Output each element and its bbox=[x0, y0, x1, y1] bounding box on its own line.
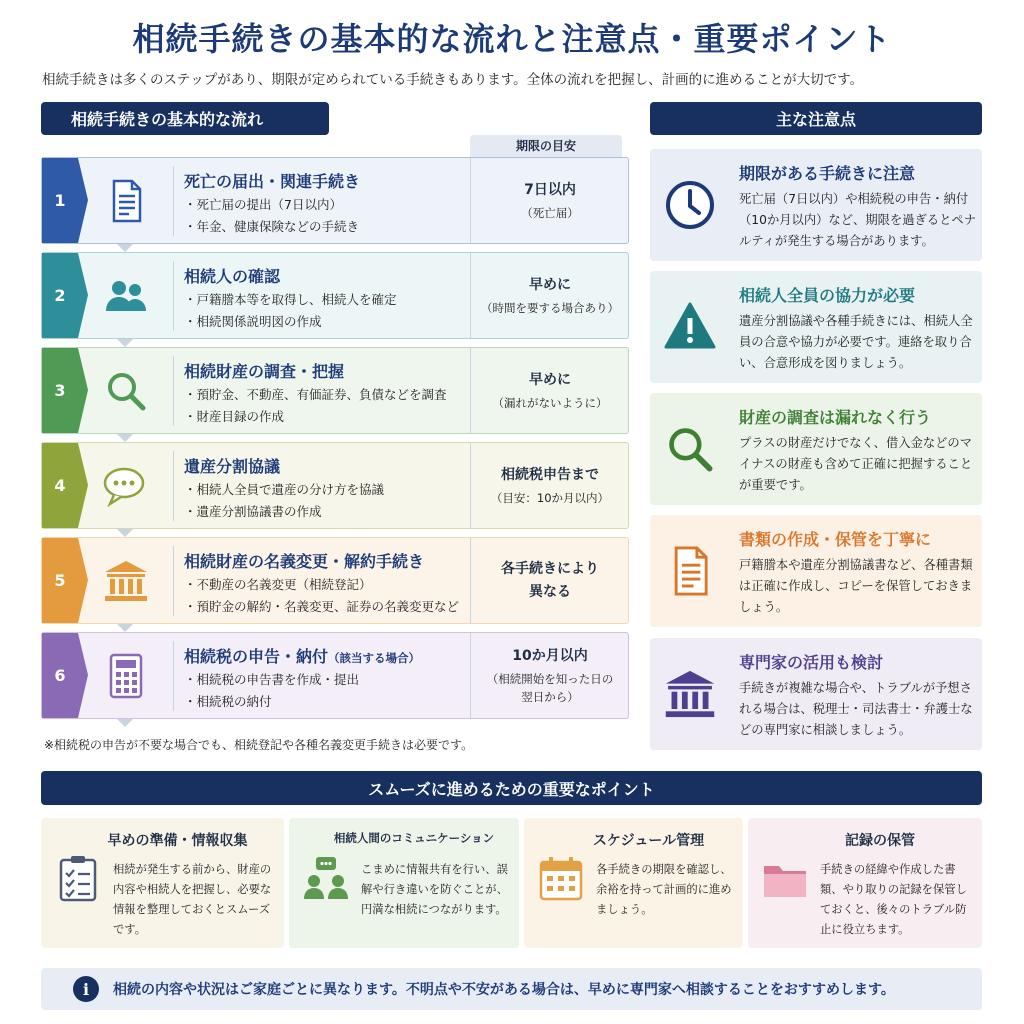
deadline-text: 相続税申告まで bbox=[501, 466, 599, 483]
deadline-value bbox=[501, 558, 599, 603]
bank-icon bbox=[100, 558, 152, 604]
step-bullet: ・不動産の名義変更（相続登記） bbox=[184, 577, 372, 592]
step-title-text: 相続財産の名義変更・解約手続き bbox=[184, 552, 425, 571]
step-deadline bbox=[470, 633, 629, 718]
step-title-text: 相続税の申告・納付 bbox=[184, 647, 329, 666]
note-title: 財産の調査は漏れなく行う bbox=[739, 408, 932, 427]
note-body: プラスの財産だけでなく、借入金などのマイナスの財産も含めて正確に把握することが重要です。 bbox=[739, 436, 973, 492]
deadline-note-text: （目安：10か月以内） bbox=[490, 491, 610, 506]
deadline-note-text: （相続開始を知った日の bbox=[486, 672, 614, 687]
step-divider bbox=[173, 356, 174, 426]
deadline-note bbox=[491, 490, 609, 507]
step-divider bbox=[173, 641, 174, 711]
point-card bbox=[524, 818, 743, 948]
page-title: 相続手続きの基本的な流れと注意点・重要ポイント bbox=[132, 20, 892, 58]
step-title-text: 相続人の確認 bbox=[184, 267, 281, 286]
step-title bbox=[184, 359, 344, 382]
step-bullet: ・預貯金、不動産、有価証券、負債などを調査 bbox=[184, 387, 447, 402]
flow-step bbox=[41, 537, 629, 624]
step-title-sub: （該当する場合） bbox=[328, 651, 421, 665]
step-title bbox=[184, 264, 280, 287]
magnifier-icon bbox=[660, 419, 720, 479]
step-bullet: ・相続関係説明図の作成 bbox=[184, 314, 322, 329]
point-body: 手続きの経緯や作成した書類、やり取りの記録を保管しておくと、後々のトラブル防止に役立ちます。 bbox=[820, 863, 967, 936]
step-deadline bbox=[470, 253, 629, 338]
checklist-icon bbox=[53, 854, 103, 904]
point-card bbox=[289, 818, 519, 948]
deadline-column-label: 期限の目安 bbox=[470, 135, 622, 157]
points-section-header: スムーズに進めるための重要なポイント bbox=[41, 771, 982, 805]
step-connector-arrow bbox=[117, 434, 133, 442]
bank-icon bbox=[660, 664, 720, 724]
calculator-icon bbox=[100, 653, 152, 699]
deadline-note-text: （時間を要する場合あり） bbox=[481, 301, 619, 316]
step-number: 1 bbox=[42, 158, 78, 243]
point-body: 相続が発生する前から、財産の内容や相続人を把握し、必要な情報を整理しておくとスムーズです。 bbox=[113, 863, 272, 936]
step-connector-arrow bbox=[117, 719, 133, 727]
flow-step bbox=[41, 347, 629, 434]
deadline-note bbox=[487, 671, 614, 706]
warning-icon bbox=[660, 297, 720, 357]
step-bullet: ・年金、健康保険などの手続き bbox=[184, 219, 360, 234]
step-connector-arrow bbox=[117, 244, 133, 252]
step-connector-arrow bbox=[117, 339, 133, 347]
deadline-text: 7日以内 bbox=[524, 181, 576, 198]
step-bullet: ・死亡届の提出（7日以内） bbox=[184, 197, 342, 212]
deadline-text: 早めに bbox=[529, 371, 571, 388]
point-title: スケジュール管理 bbox=[592, 833, 705, 849]
step-connector-arrow bbox=[117, 624, 133, 632]
chat-icon bbox=[100, 463, 152, 509]
calendar-icon bbox=[536, 854, 586, 904]
deadline-value bbox=[501, 464, 599, 486]
flow-step bbox=[41, 632, 629, 719]
point-title: 早めの準備・情報収集 bbox=[107, 833, 248, 849]
note-body: 遺産分割協議や各種手続きには、相続人全員の合意や協力が必要です。連絡を取り合い、合意形成を図りましょう。 bbox=[739, 314, 973, 370]
magnifier-icon bbox=[100, 368, 152, 414]
people-chat-icon bbox=[301, 854, 351, 904]
step-title bbox=[184, 169, 360, 192]
note-body: 手続きが複雑な場合や、トラブルが予想される場合は、税理士・司法書士・弁護士などの専門家に相談しましょう。 bbox=[739, 681, 973, 737]
step-deadline bbox=[470, 538, 629, 623]
step-number: 5 bbox=[42, 538, 78, 623]
clock-icon bbox=[660, 175, 720, 235]
folder-icon bbox=[760, 854, 810, 904]
note-title: 書類の作成・保管を丁寧に bbox=[739, 530, 932, 549]
note-card bbox=[650, 271, 982, 383]
point-card bbox=[41, 818, 284, 948]
note-card bbox=[650, 515, 982, 627]
deadline-note bbox=[493, 395, 608, 412]
deadline-text: 各手続きにより bbox=[501, 561, 599, 578]
note-card bbox=[650, 393, 982, 505]
step-deadline bbox=[470, 443, 629, 528]
step-divider bbox=[173, 451, 174, 521]
step-title bbox=[184, 549, 424, 572]
step-bullet: ・預貯金の解約・名義変更、証券の名義変更など bbox=[184, 599, 460, 614]
step-number: 4 bbox=[42, 443, 78, 528]
step-bullet: ・戸籍謄本等を取得し、相続人を確定 bbox=[184, 292, 397, 307]
step-deadline bbox=[470, 348, 629, 433]
deadline-value bbox=[512, 645, 587, 667]
step-number: 2 bbox=[42, 253, 78, 338]
point-title: 記録の保管 bbox=[845, 833, 915, 849]
step-divider bbox=[173, 166, 174, 236]
step-title bbox=[184, 454, 280, 477]
deadline-value bbox=[529, 274, 571, 296]
step-title bbox=[184, 644, 420, 667]
point-body: 各手続きの期限を確認し、余裕を持って計画的に進めましょう。 bbox=[596, 863, 732, 916]
step-number: 3 bbox=[42, 348, 78, 433]
flow-footnote: ※相続税の申告が不要な場合でも、相続登記や各種名義変更手続きは必要です。 bbox=[44, 738, 474, 752]
step-connector-arrow bbox=[117, 529, 133, 537]
step-title-text: 相続財産の調査・把握 bbox=[184, 362, 345, 381]
note-card bbox=[650, 638, 982, 750]
flow-step bbox=[41, 442, 629, 529]
deadline-value bbox=[524, 179, 576, 201]
flow-step bbox=[41, 157, 629, 244]
flow-step bbox=[41, 252, 629, 339]
note-title: 期限がある手続きに注意 bbox=[739, 164, 916, 183]
step-bullet: ・財産目録の作成 bbox=[184, 409, 285, 424]
bottom-info-banner bbox=[41, 968, 982, 1010]
step-bullet: ・相続税の納付 bbox=[184, 694, 272, 709]
step-title-text: 死亡の届出・関連手続き bbox=[184, 172, 361, 191]
notes-section-header: 主な注意点 bbox=[650, 102, 982, 135]
step-divider bbox=[173, 261, 174, 331]
note-body: 死亡届（7日以内）や相続税の申告・納付（10か月以内）など、期限を過ぎるとペナルティが発生する場合があります。 bbox=[739, 192, 976, 248]
point-body: こまめに情報共有を行い、誤解や行き違いを防ぐことが、円満な相続につながります。 bbox=[361, 863, 508, 916]
point-title: 相続人間のコミュニケーション bbox=[333, 831, 495, 845]
deadline-note bbox=[481, 300, 619, 317]
note-body: 戸籍謄本や遺産分割協議書など、各種書類は正確に作成し、コピーを保管しておきましょう。 bbox=[739, 558, 973, 614]
step-number: 6 bbox=[42, 633, 78, 718]
document-icon bbox=[660, 541, 720, 601]
deadline-text: 10か月以内 bbox=[512, 648, 588, 665]
deadline-text-2: 異なる bbox=[529, 583, 571, 600]
deadline-note-text: （漏れがないように） bbox=[492, 396, 608, 411]
note-card bbox=[650, 149, 982, 261]
deadline-note-text-2: 翌日から） bbox=[521, 689, 579, 704]
bottom-info-text: 相続の内容や状況はご家庭ごとに異なります。不明点や不安がある場合は、早めに専門家へ相談することをおすすめします。 bbox=[113, 982, 895, 998]
deadline-note bbox=[521, 205, 579, 222]
step-bullet: ・遺産分割協議書の作成 bbox=[184, 504, 322, 519]
step-bullet: ・相続人全員で遺産の分け方を協議 bbox=[184, 482, 385, 497]
flow-section-header: 相続手続きの基本的な流れ bbox=[41, 102, 329, 135]
note-title: 専門家の活用も検討 bbox=[739, 653, 884, 672]
deadline-value bbox=[529, 369, 571, 391]
step-title-text: 遺産分割協議 bbox=[184, 457, 281, 476]
intro-text: 相続手続きは多くのステップがあり、期限が定められている手続きもあります。全体の流れを把握し、計画的に進めることが大切です。 bbox=[42, 72, 864, 88]
step-bullet: ・相続税の申告書を作成・提出 bbox=[184, 672, 360, 687]
deadline-text: 早めに bbox=[529, 276, 571, 293]
step-deadline bbox=[470, 158, 629, 243]
note-title: 相続人全員の協力が必要 bbox=[739, 286, 916, 305]
document-icon bbox=[100, 178, 152, 224]
step-divider bbox=[173, 546, 174, 616]
point-card bbox=[748, 818, 982, 948]
people-icon bbox=[100, 273, 152, 319]
deadline-note-text: （死亡届） bbox=[521, 206, 579, 221]
info-icon: i bbox=[73, 976, 99, 1002]
